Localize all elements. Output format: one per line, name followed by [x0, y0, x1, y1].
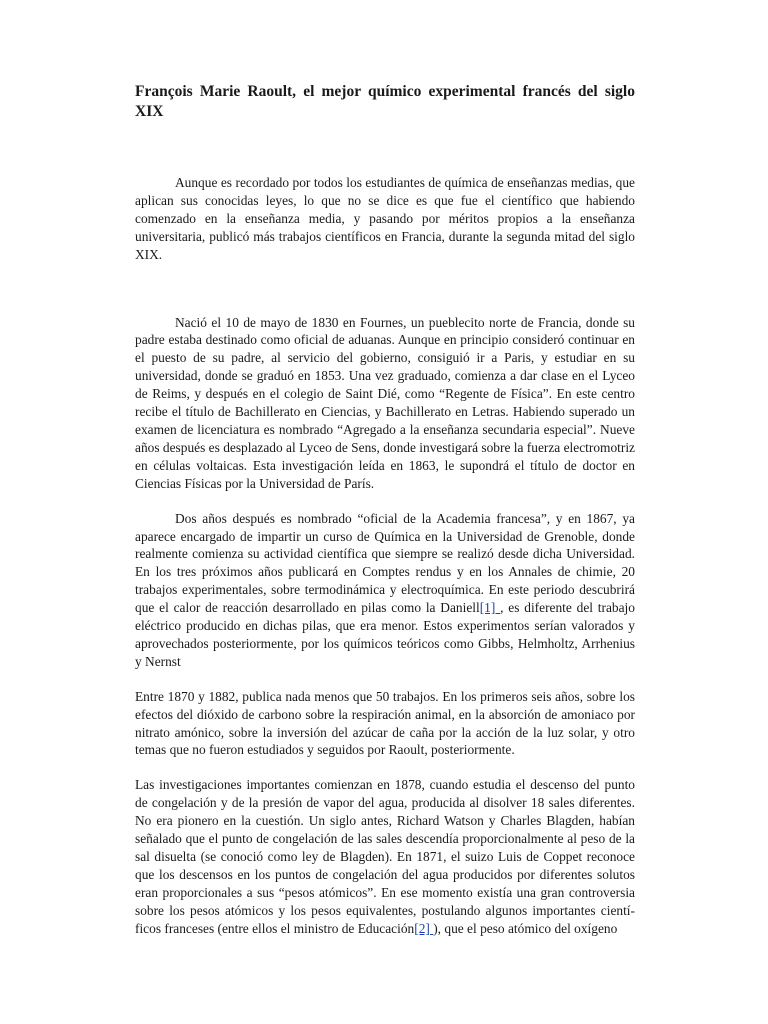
paragraph-publications: Entre 1870 y 1882, publica nada menos que 50 trabajos. En los primeros seis años, sobre los efectos del dióxido de carbono sobre la respiración animal, en la absorción de amoniaco por nitrato amónico, sobre la inversión del azúcar de caña por la acción de la luz solar, y otro temas que no fueron estudiados y seguidos por Raoult, posteriormente. [135, 688, 635, 758]
paragraph-grenoble-text-a: Dos años después es nombrado “oficial de la Academia francesa”, y en 1867, ya aparece encargado de impartir un curso de Química en la Universidad de Grenoble, donde realmente comienza su actividad científica que siempre se realizó desde dicha Universidad. En los tres próximos años publicará en Comptes rendus y en los Annales de chimie, 20 trabajos experimentales, sobre termodinámica y electroquímica. En este periodo descubrirá que el calor de reacción desarrollado en pilas como la Daniell [135, 510, 635, 616]
paragraph-grenoble-text-b: , es diferente del trabajo eléctrico producido en dichas pilas, que era menor. Estos experimentos serían valorados y aprovechados posteriormente, por los químicos teóricos como Gibbs, Helmholtz, Arrhenius y Nernst [135, 600, 635, 669]
footnote-link-1[interactable]: [1] [479, 600, 501, 616]
paragraph-intro: Aunque es recordado por todos los estudiantes de química de enseñanzas medias, que aplican sus conocidas leyes, lo que no se dice es que fue el científico que habiendo comenzado en la enseñanza media, y pasando por méritos propios a la enseñanza universitaria, publicó más trabajos científicos en Francia, durante la segunda mitad del siglo XIX. [135, 175, 635, 262]
paragraph-research-text-b: ), que el peso atómico del oxígeno [433, 920, 618, 936]
paragraph-biography: Nació el 10 de mayo de 1830 en Fournes, un pueblecito norte de Francia, donde su padre estaba destinado como oficial de aduanas. Aunque en principio consideró continuar en el puesto de su padre, al servicio del gobierno, consiguió ir a Paris, y estudiar en su universidad, donde se graduó en 1853. Una vez graduado, comienza a dar clase en el Lyceo de Reims, y después en el colegio de Saint Dié, como “Regente de Física”. En este centro recibe el título de Bachillerato en Ciencias, y Bachillerato en Letras. Habiendo superado un examen de licenciatura es nombrado “Agregado a la enseñanza secundaria especial”. Nueve años después es desplazado al Lyceo de Sens, donde investigará sobre la fuerza electromotriz en células voltaicas. Esta investigación leída en 1863, le supondrá el título de doctor en Ciencias Físicas por la Universidad de París. [135, 314, 635, 491]
paragraph-research [135, 776, 635, 937]
paragraph-research-text-a: Las investigaciones importantes comienzan en 1878, cuando estudia el descenso del punto de congelación y de la presión de vapor del agua, producida al disolver 18 sales diferentes. No era pionero en la cuestión. Un siglo antes, Richard Watson y Charles Blagden, habían señalado que el punto de congelación de las sales descendía proporcionalmente al peso de la sal disuelta (se conoció como ley de Blagden). En 1871, el suizo Luis de Coppet reconoce que los descensos en los puntos de congelación del agua producidos por diferentes solutos eran proporcionales a sus “pesos atómicos”. En ese momento existía una gran controversia sobre los pesos atómicos y los pesos equivalentes, postulando algunos importantes cientí-ficos franceses (entre ellos el ministro de Educación [135, 777, 635, 936]
paragraph-grenoble [135, 510, 635, 671]
document-title: François Marie Raoult, el mejor químico experimental francés del siglo XIX [135, 83, 635, 120]
footnote-link-2[interactable]: [2] [414, 920, 434, 936]
